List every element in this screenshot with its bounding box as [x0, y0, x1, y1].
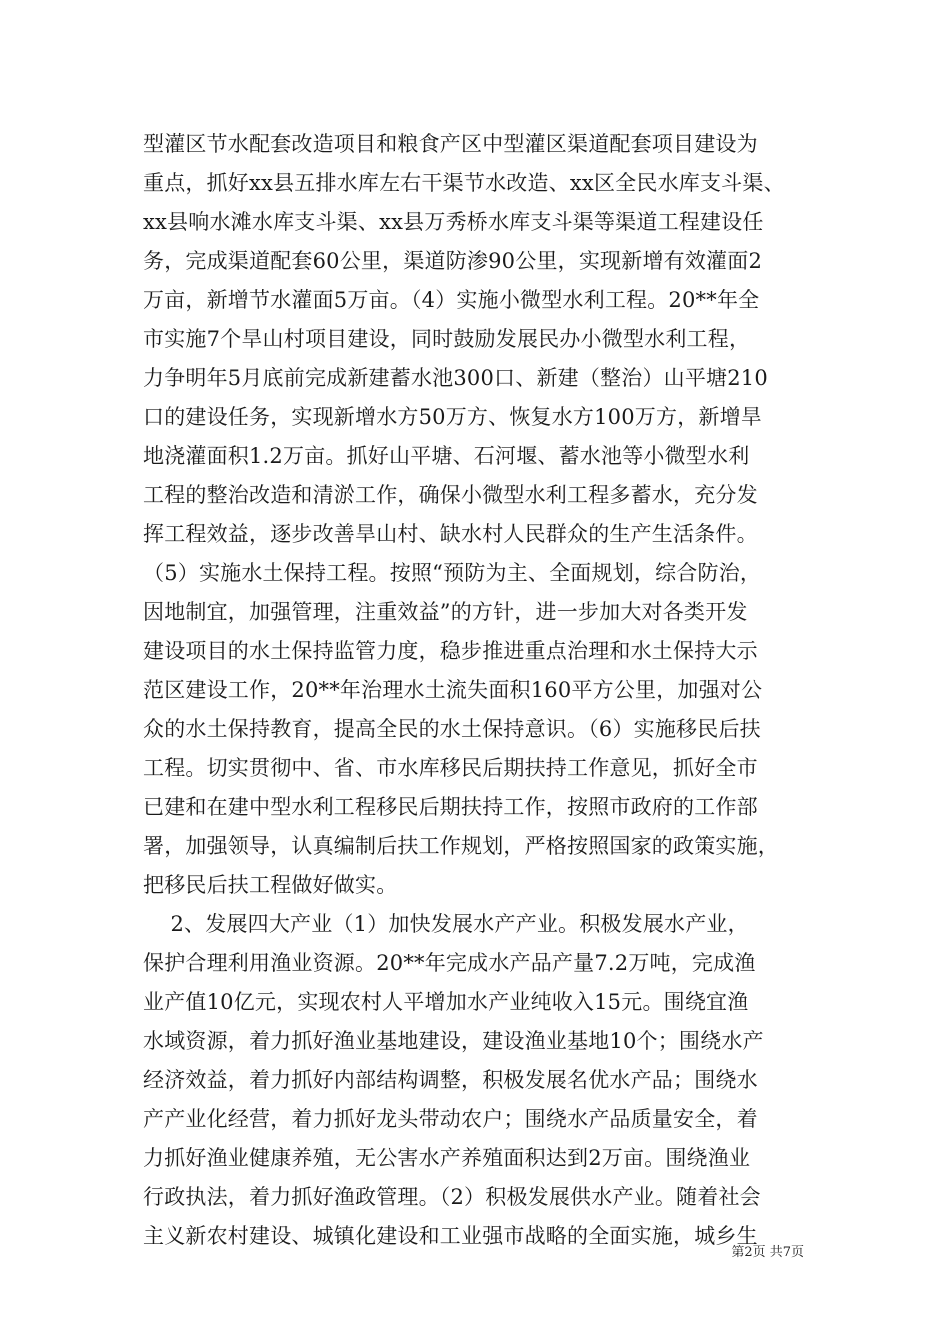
text-line: （5）实施水土保持工程。按照“预防为主、全面规划，综合防治， — [143, 561, 762, 585]
text-line-paragraph-start: 2、发展四大产业（1）加快发展水产产业。积极发展水产业， — [143, 912, 749, 936]
text-line: 工程的整治改造和清淤工作，确保小微型水利工程多蓄水，充分发 — [143, 483, 758, 507]
text-line: 业产值10亿元，实现农村人平增加水产业纯收入15元。围绕宜渔 — [143, 990, 749, 1014]
text-line: 万亩，新增节水灌面5万亩。（4）实施小微型水利工程。20**年全 — [143, 288, 760, 312]
text-line: 地浇灌面积1.2万亩。抓好山平塘、石河堰、蓄水池等小微型水利 — [143, 444, 750, 468]
text-line: xx县响水滩水库支斗渠、xx县万秀桥水库支斗渠等渠道工程建设任 — [143, 210, 764, 234]
text-line: 力争明年5月底前完成新建蓄水池300口、新建（整治）山平塘210 — [143, 366, 768, 390]
text-line: 水域资源，着力抓好渔业基地建设，建设渔业基地10个；围绕水产 — [143, 1029, 764, 1053]
text-line: 把移民后扶工程做好做实。 — [143, 873, 398, 897]
text-line: 力抓好渔业健康养殖，无公害水产养殖面积达到2万亩。围绕渔业 — [143, 1146, 751, 1170]
text-line: 工程。切实贯彻中、省、市水库移民后期扶持工作意见，抓好全市 — [143, 756, 758, 780]
text-line: 口的建设任务，实现新增水方50万方、恢复水方100万方，新增旱 — [143, 405, 763, 429]
text-line: 已建和在建中型水利工程移民后期扶持工作，按照市政府的工作部 — [143, 795, 758, 819]
text-line: 行政执法，着力抓好渔政管理。（2）积极发展供水产业。随着社会 — [143, 1185, 761, 1209]
text-line: 因地制宜，加强管理，注重效益”的方针，进一步加大对各类开发 — [143, 600, 748, 624]
text-line: 型灌区节水配套改造项目和粮食产区中型灌区渠道配套项目建设为 — [143, 132, 758, 156]
text-line: 重点，抓好xx县五排水库左右干渠节水改造、xx区全民水库支斗渠、 — [143, 171, 785, 195]
text-line: 保护合理利用渔业资源。20**年完成水产品产量7.2万吨，完成渔 — [143, 951, 756, 975]
text-line: 署，加强领导，认真编制后扶工作规划，严格按照国家的政策实施， — [143, 834, 779, 858]
text-line: 建设项目的水土保持监管力度，稳步推进重点治理和水土保持大示 — [143, 639, 758, 663]
text-line: 市实施7个旱山村项目建设，同时鼓励发展民办小微型水利工程， — [143, 327, 751, 351]
text-line: 主义新农村建设、城镇化建设和工业强市战略的全面实施，城乡生 — [143, 1224, 758, 1248]
text-line: 范区建设工作，20**年治理水土流失面积160平方公里，加强对公 — [143, 678, 763, 702]
text-line: 务，完成渠道配套60公里，渠道防渗90公里，实现新增有效灌面2 — [143, 249, 763, 273]
text-line: 众的水土保持教育，提高全民的水土保持意识。（6）实施移民后扶 — [143, 717, 761, 741]
page-number-footer: 第2页 共7页 — [731, 1245, 804, 1260]
text-line: 经济效益，着力抓好内部结构调整，积极发展名优水产品；围绕水 — [143, 1068, 758, 1092]
text-line: 产产业化经营，着力抓好龙头带动农户；围绕水产品质量安全，着 — [143, 1107, 758, 1131]
text-line: 挥工程效益，逐步改善旱山村、缺水村人民群众的生产生活条件。 — [143, 522, 758, 546]
